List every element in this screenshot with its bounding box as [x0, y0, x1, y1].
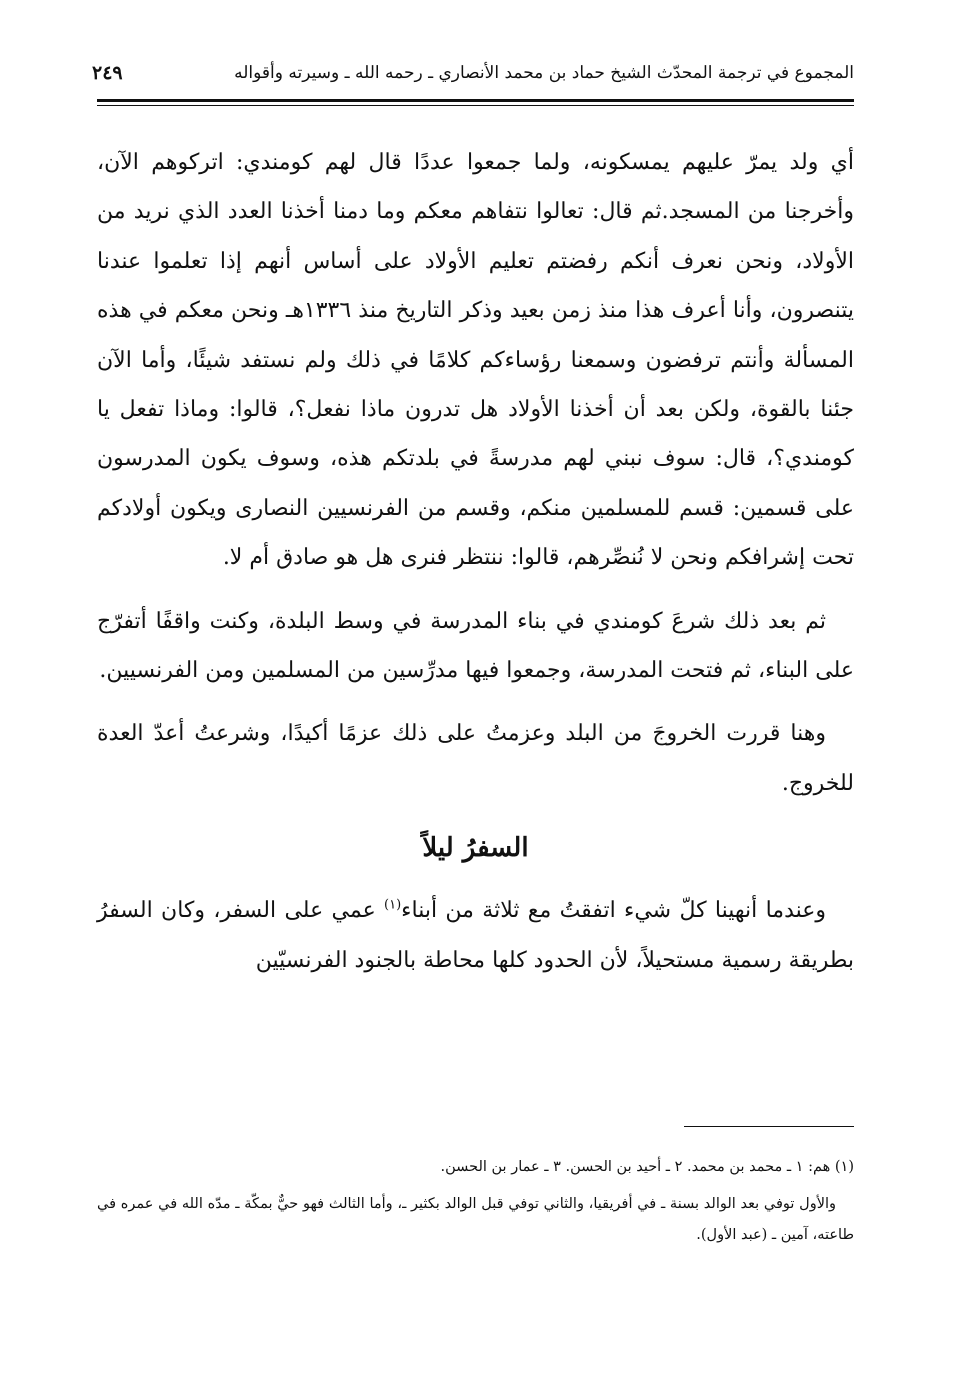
page-number: ٢٤٩ — [92, 62, 123, 84]
main-text — [97, 138, 854, 985]
paragraph-4-part-2: عمي على السفر، وكان السفرُ بطريقة رسمية مستحيلاً، لأن الحدود كلها محاطة بالجنود الفرنسيّين — [97, 898, 854, 973]
header-rule-thin — [97, 105, 854, 106]
footnote-1: (١) هم: ١ ـ محمد بن محمد. ٢ ـ أحيد بن الحسن. ٣ ـ عمار بن الحسن. — [440, 1159, 854, 1175]
paragraph-4-part-1: وعندما أنهينا كلّ شيء اتفقتُ مع ثلاثة من أبناء — [401, 898, 827, 924]
paragraph-2: ثم بعد ذلك شرعَ كومندي في بناء المدرسة في وسط البلدة، وكنت واقفًا أتفرّج على البناء، ثم فتحت المدرسة، وجمعوا فيها مدرِّسين من المسلمين ومن الفرنسيين. — [97, 608, 854, 684]
footnote-reference-1: (١) — [384, 897, 402, 913]
running-header — [92, 58, 854, 88]
header-rule-thick — [97, 99, 854, 102]
footnote-1-continued: والأول توفي بعد الوالد بسنة ـ في أفريقيا، والثاني توفي قبل الوالد بكثير ـ، وأما الثالث فهو حيٌّ بمكّة ـ مدّه الله في عمره في طاعته، آمين ـ (عبد الأول). — [97, 1196, 854, 1243]
running-title: المجموع في ترجمة المحدّث الشيخ حماد بن محمد الأنصاري ـ رحمه الله ـ وسيرته وأقواله — [234, 63, 854, 83]
footnotes — [97, 1152, 854, 1257]
paragraph-1: أي ولد يمرّ عليهم يمسكونه، ولما جمعوا عددًا قال لهم كومندي: اتركوهم الآن، وأخرجنا من المسجد.ثم قال: تعالوا نتفاهم معكم وما دمنا أخذنا العدد الذي نريد من الأولاد، ونحن نعرف أنكم رفضتم تعليم الأولاد على أساس أنهم إذا تعلموا عندنا يتنصرون، وأنا أعرف هذا منذ زمن بعيد وذكر التاريخ منذ ١٣٣٦هـ ونحن معكم في هذه المسألة وأنتم ترفضون وسمعنا رؤساءكم كلامًا في ذلك ولم نستفد شيئًا، وأما الآن جئنا بالقوة، ولكن بعد أن أخذنا الأولاد هل تدرون ماذا نفعل؟، قالوا: وماذا تفعل يا كومندي؟، قال: سوف نبني لهم مدرسةً في بلدتكم هذه، وسوف يكون المدرسون على قسمين: قسم للمسلمين منكم، وقسم من الفرنسيين النصارى ويكون أولادكم تحت إشرافكم ونحن لا نُنصِّرهم، قالوا: ننتظر فنرى هل هو صادق أم لا. — [97, 150, 854, 571]
section-heading: السفرُ ليلاً — [422, 833, 529, 864]
footnote-separator — [684, 1126, 854, 1127]
paragraph-4 — [97, 886, 854, 985]
paragraph-3: وهنا قررت الخروجَ من البلد وعزمتُ على ذلك عزمًا أكيدًا، وشرعتُ أعدّ العدة للخروج. — [97, 721, 854, 796]
